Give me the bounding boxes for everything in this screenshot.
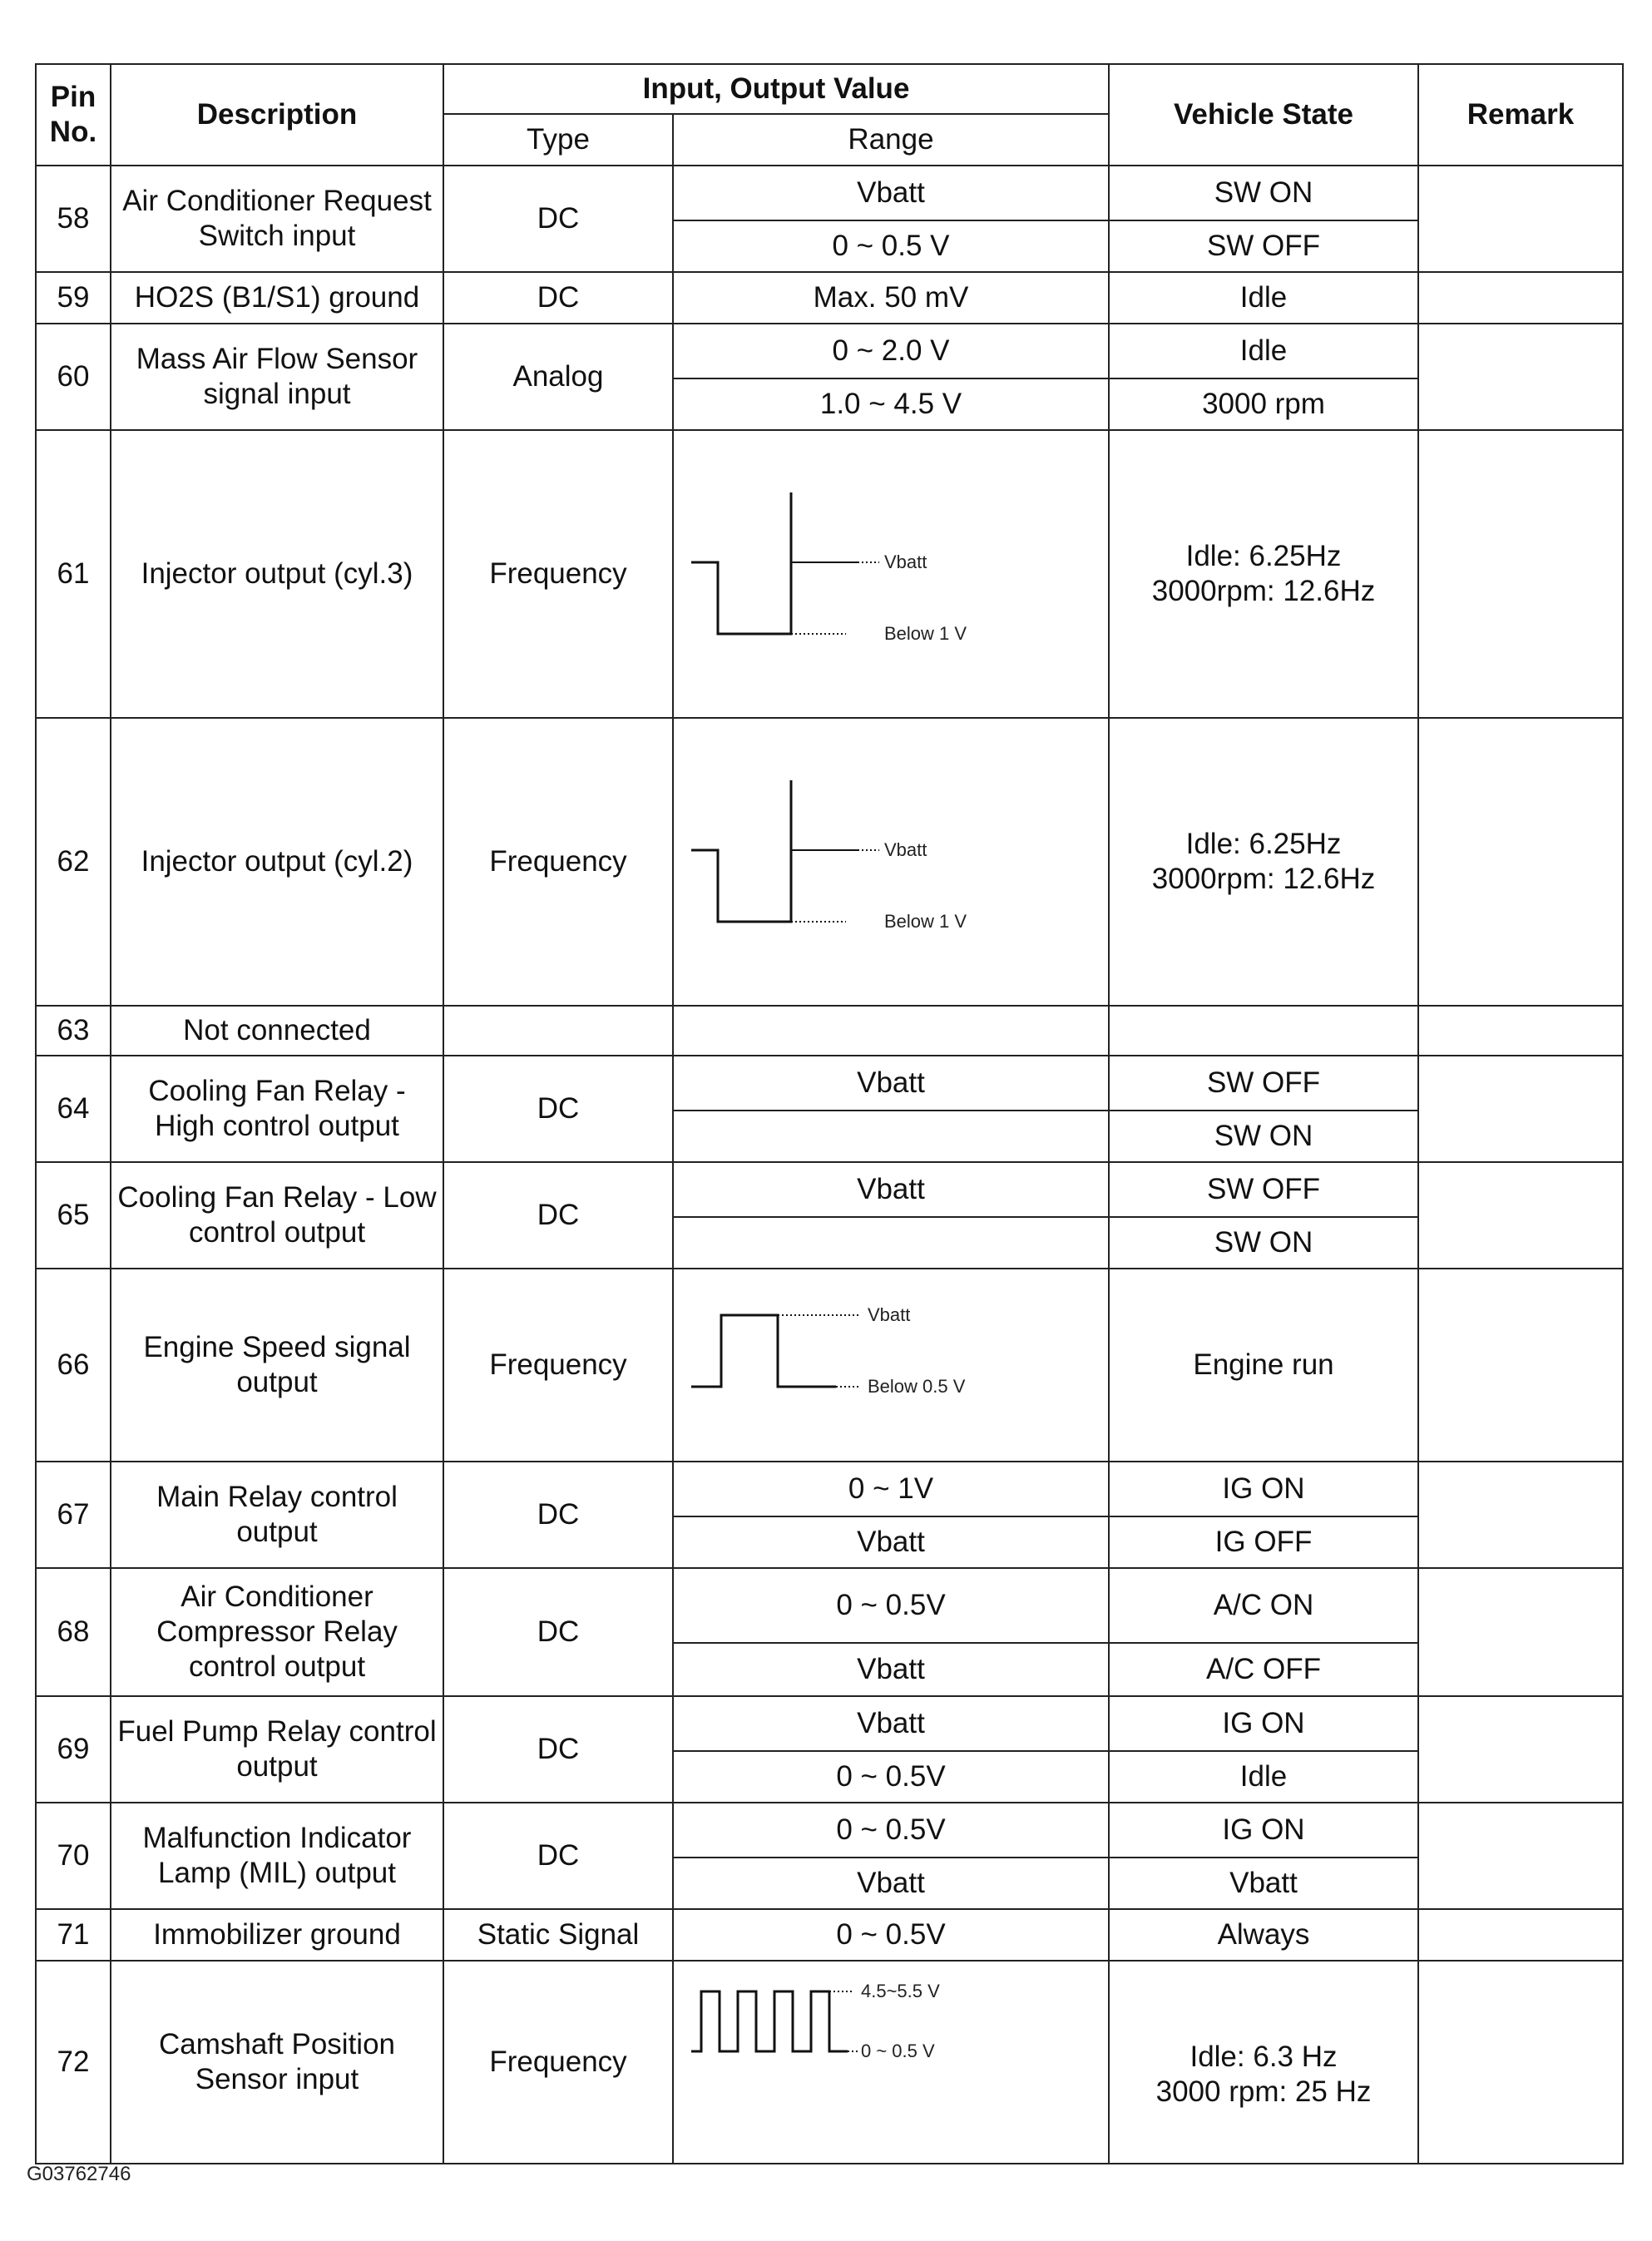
state-line: Idle: 6.25Hz bbox=[1185, 540, 1342, 572]
wave-high-label: Vbatt bbox=[884, 839, 927, 860]
state-cell: A/C ON bbox=[1109, 1568, 1418, 1643]
state-cell: SW ON bbox=[1109, 1111, 1418, 1162]
type-cell: Frequency bbox=[443, 1961, 673, 2164]
range-cell bbox=[673, 1006, 1109, 1056]
remark-cell bbox=[1418, 272, 1623, 324]
state-line: Idle: 6.25Hz bbox=[1185, 828, 1342, 860]
state-cell: Engine run bbox=[1109, 1269, 1418, 1462]
state-cell: SW ON bbox=[1109, 166, 1418, 220]
type-cell: Static Signal bbox=[443, 1909, 673, 1961]
state-cell: A/C OFF bbox=[1109, 1643, 1418, 1696]
range-cell: Vbatt bbox=[673, 1643, 1109, 1696]
range-cell bbox=[673, 1217, 1109, 1269]
header-description: Description bbox=[111, 64, 443, 166]
injector-waveform bbox=[683, 762, 1099, 962]
state-cell: Idle bbox=[1109, 1751, 1418, 1803]
pin-cell: 64 bbox=[36, 1056, 111, 1162]
range-cell: 0 ~ 0.5V bbox=[673, 1803, 1109, 1858]
state-line: 3000rpm: 12.6Hz bbox=[1151, 863, 1376, 895]
remark-cell bbox=[1418, 1006, 1623, 1056]
header-remark: Remark bbox=[1418, 64, 1623, 166]
remark-cell bbox=[1418, 1696, 1623, 1803]
description-cell: Immobilizer ground bbox=[111, 1909, 443, 1961]
wave-low-label: Below 1 V bbox=[884, 623, 967, 644]
remark-cell bbox=[1418, 1961, 1623, 2164]
pin-table bbox=[35, 63, 1624, 2164]
waveform-cell bbox=[673, 430, 1109, 718]
pin-cell: 66 bbox=[36, 1269, 111, 1462]
pin-cell: 60 bbox=[36, 324, 111, 430]
figure-id: G03762746 bbox=[27, 2163, 131, 2185]
type-cell: Frequency bbox=[443, 1269, 673, 1462]
state-cell bbox=[1109, 430, 1418, 718]
range-cell: Vbatt bbox=[673, 1696, 1109, 1751]
state-cell bbox=[1109, 1961, 1418, 2164]
header-type: Type bbox=[443, 114, 673, 166]
type-cell: Frequency bbox=[443, 430, 673, 718]
pin-cell: 69 bbox=[36, 1696, 111, 1803]
wave-low-label: Below 0.5 V bbox=[868, 1376, 966, 1397]
waveform-cell bbox=[673, 1269, 1109, 1462]
header-range: Range bbox=[673, 114, 1109, 166]
remark-cell bbox=[1418, 166, 1623, 272]
pin-cell: 68 bbox=[36, 1568, 111, 1696]
type-cell: DC bbox=[443, 1462, 673, 1568]
camshaft-waveform bbox=[683, 1971, 1099, 2071]
pin-cell: 65 bbox=[36, 1162, 111, 1269]
engine-speed-waveform bbox=[683, 1290, 1099, 1440]
state-cell bbox=[1109, 718, 1418, 1006]
range-cell: Vbatt bbox=[673, 1516, 1109, 1568]
pin-cell: 62 bbox=[36, 718, 111, 1006]
type-cell: Analog bbox=[443, 324, 673, 430]
type-cell: DC bbox=[443, 1803, 673, 1909]
remark-cell bbox=[1418, 324, 1623, 430]
state-cell: Idle bbox=[1109, 324, 1418, 378]
description-cell: Malfunction Indicator Lamp (MIL) output bbox=[111, 1803, 443, 1909]
waveform-cell bbox=[673, 718, 1109, 1006]
header-vehicle-state: Vehicle State bbox=[1109, 64, 1418, 166]
remark-cell bbox=[1418, 1056, 1623, 1162]
remark-cell bbox=[1418, 1269, 1623, 1462]
pin-cell: 61 bbox=[36, 430, 111, 718]
state-cell: 3000 rpm bbox=[1109, 378, 1418, 430]
description-cell: Not connected bbox=[111, 1006, 443, 1056]
range-cell: 0 ~ 0.5V bbox=[673, 1909, 1109, 1961]
range-cell: 0 ~ 0.5V bbox=[673, 1568, 1109, 1643]
range-cell: 0 ~ 2.0 V bbox=[673, 324, 1109, 378]
state-cell: SW OFF bbox=[1109, 1162, 1418, 1217]
remark-cell bbox=[1418, 1462, 1623, 1568]
state-cell: IG ON bbox=[1109, 1803, 1418, 1858]
pin-cell: 63 bbox=[36, 1006, 111, 1056]
type-cell: DC bbox=[443, 1696, 673, 1803]
pin-cell: 67 bbox=[36, 1462, 111, 1568]
pin-cell: 71 bbox=[36, 1909, 111, 1961]
remark-cell bbox=[1418, 718, 1623, 1006]
wave-high-label: 4.5~5.5 V bbox=[861, 1981, 940, 2001]
injector-waveform bbox=[683, 474, 1099, 674]
remark-cell bbox=[1418, 1568, 1623, 1696]
state-line: 3000rpm: 12.6Hz bbox=[1151, 575, 1376, 607]
remark-cell bbox=[1418, 1803, 1623, 1909]
state-cell: SW OFF bbox=[1109, 220, 1418, 272]
wave-high-label: Vbatt bbox=[868, 1304, 911, 1325]
state-cell: IG ON bbox=[1109, 1696, 1418, 1751]
header-io-value: Input, Output Value bbox=[443, 64, 1109, 114]
description-cell: HO2S (B1/S1) ground bbox=[111, 272, 443, 324]
wave-high-label: Vbatt bbox=[884, 552, 927, 572]
description-cell: Injector output (cyl.3) bbox=[111, 430, 443, 718]
description-cell: Air Conditioner Compressor Relay control output bbox=[111, 1568, 443, 1696]
range-cell: Vbatt bbox=[673, 166, 1109, 220]
pin-cell: 72 bbox=[36, 1961, 111, 2164]
description-cell: Camshaft Position Sensor input bbox=[111, 1961, 443, 2164]
range-cell: 1.0 ~ 4.5 V bbox=[673, 378, 1109, 430]
range-cell: 0 ~ 1V bbox=[673, 1462, 1109, 1516]
state-cell: Idle bbox=[1109, 272, 1418, 324]
remark-cell bbox=[1418, 430, 1623, 718]
state-line: Idle: 6.3 Hz bbox=[1190, 2041, 1338, 2073]
type-cell: DC bbox=[443, 1162, 673, 1269]
range-cell: Max. 50 mV bbox=[673, 272, 1109, 324]
type-cell bbox=[443, 1006, 673, 1056]
range-cell bbox=[673, 1111, 1109, 1162]
type-cell: Frequency bbox=[443, 718, 673, 1006]
range-cell: 0 ~ 0.5V bbox=[673, 1751, 1109, 1803]
description-cell: Fuel Pump Relay control output bbox=[111, 1696, 443, 1803]
type-cell: DC bbox=[443, 272, 673, 324]
state-line: 3000 rpm: 25 Hz bbox=[1155, 2075, 1372, 2108]
state-cell: Vbatt bbox=[1109, 1858, 1418, 1909]
description-cell: Air Conditioner Request Switch input bbox=[111, 166, 443, 272]
remark-cell bbox=[1418, 1909, 1623, 1961]
state-cell: IG ON bbox=[1109, 1462, 1418, 1516]
pin-cell: 59 bbox=[36, 272, 111, 324]
description-cell: Main Relay control output bbox=[111, 1462, 443, 1568]
description-cell: Engine Speed signal output bbox=[111, 1269, 443, 1462]
range-cell: Vbatt bbox=[673, 1056, 1109, 1111]
wave-low-label: Below 1 V bbox=[884, 911, 967, 932]
type-cell: DC bbox=[443, 166, 673, 272]
pin-cell: 70 bbox=[36, 1803, 111, 1909]
range-cell: Vbatt bbox=[673, 1162, 1109, 1217]
range-cell: 0 ~ 0.5 V bbox=[673, 220, 1109, 272]
state-cell: SW ON bbox=[1109, 1217, 1418, 1269]
remark-cell bbox=[1418, 1162, 1623, 1269]
type-cell: DC bbox=[443, 1568, 673, 1696]
description-cell: Cooling Fan Relay - Low control output bbox=[111, 1162, 443, 1269]
waveform-cell bbox=[673, 1961, 1109, 2164]
range-cell: Vbatt bbox=[673, 1858, 1109, 1909]
state-cell bbox=[1109, 1006, 1418, 1056]
wave-low-label: 0 ~ 0.5 V bbox=[861, 2041, 935, 2061]
description-cell: Cooling Fan Relay - High control output bbox=[111, 1056, 443, 1162]
state-cell: Always bbox=[1109, 1909, 1418, 1961]
pin-cell: 58 bbox=[36, 166, 111, 272]
description-cell: Mass Air Flow Sensor signal input bbox=[111, 324, 443, 430]
type-cell: DC bbox=[443, 1056, 673, 1162]
state-cell: SW OFF bbox=[1109, 1056, 1418, 1111]
state-cell: IG OFF bbox=[1109, 1516, 1418, 1568]
header-pin: Pin No. bbox=[36, 64, 111, 166]
description-cell: Injector output (cyl.2) bbox=[111, 718, 443, 1006]
